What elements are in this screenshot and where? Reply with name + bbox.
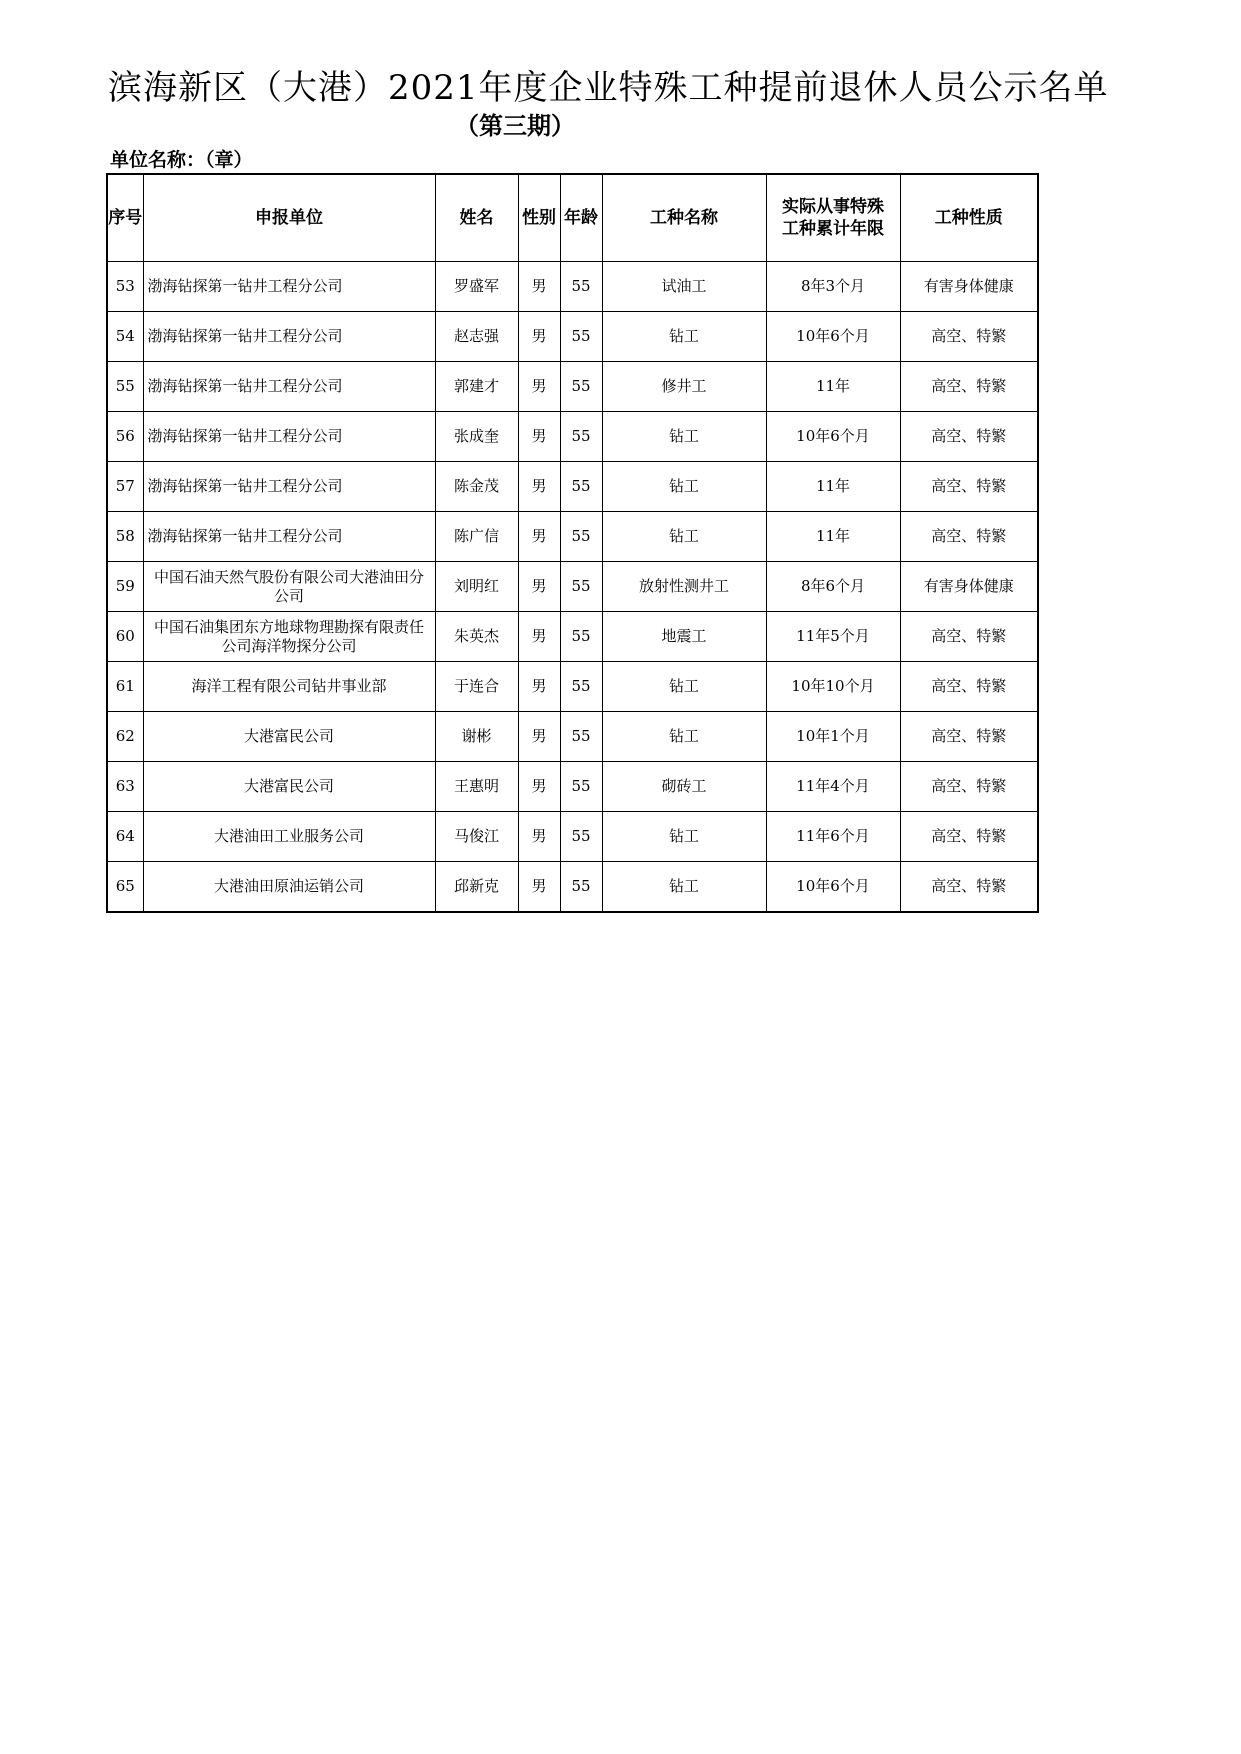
cell-index: 64 [107, 812, 143, 862]
cell-name: 陈广信 [435, 512, 518, 562]
cell-years: 10年1个月 [766, 712, 900, 762]
cell-unit: 中国石油集团东方地球物理勘探有限责任公司海洋物探分公司 [143, 612, 435, 662]
cell-unit: 渤海钻探第一钻井工程分公司 [143, 262, 435, 312]
table-row [107, 462, 1038, 512]
cell-age: 55 [560, 562, 602, 612]
table-row [107, 362, 1038, 412]
cell-job-nature: 高空、特繁 [900, 462, 1038, 512]
cell-job-nature: 高空、特繁 [900, 762, 1038, 812]
cell-index: 60 [107, 612, 143, 662]
header-index: 序号 [107, 174, 143, 262]
cell-job-type: 钻工 [602, 512, 766, 562]
cell-gender: 男 [518, 262, 560, 312]
cell-name: 罗盛军 [435, 262, 518, 312]
cell-gender: 男 [518, 562, 560, 612]
cell-unit: 渤海钻探第一钻井工程分公司 [143, 462, 435, 512]
cell-gender: 男 [518, 462, 560, 512]
cell-age: 55 [560, 512, 602, 562]
cell-job-nature: 高空、特繁 [900, 662, 1038, 712]
table-row [107, 662, 1038, 712]
cell-years: 8年6个月 [766, 562, 900, 612]
cell-gender: 男 [518, 662, 560, 712]
cell-gender: 男 [518, 512, 560, 562]
cell-years: 11年 [766, 362, 900, 412]
cell-job-type: 钻工 [602, 312, 766, 362]
header-job-nature: 工种性质 [900, 174, 1038, 262]
cell-job-type: 地震工 [602, 612, 766, 662]
cell-age: 55 [560, 762, 602, 812]
cell-age: 55 [560, 662, 602, 712]
cell-job-type: 钻工 [602, 462, 766, 512]
cell-gender: 男 [518, 712, 560, 762]
cell-name: 于连合 [435, 662, 518, 712]
cell-age: 55 [560, 312, 602, 362]
cell-job-nature: 高空、特繁 [900, 612, 1038, 662]
cell-name: 郭建才 [435, 362, 518, 412]
cell-index: 55 [107, 362, 143, 412]
cell-years: 11年4个月 [766, 762, 900, 812]
cell-job-type: 放射性测井工 [602, 562, 766, 612]
document-title: 滨海新区（大港）2021年度企业特殊工种提前退休人员公示名单 [108, 68, 1109, 108]
header-name: 姓名 [435, 174, 518, 262]
cell-job-type: 钻工 [602, 812, 766, 862]
cell-name: 赵志强 [435, 312, 518, 362]
cell-years: 11年 [766, 512, 900, 562]
cell-years: 10年6个月 [766, 862, 900, 913]
cell-name: 谢彬 [435, 712, 518, 762]
cell-name: 刘明红 [435, 562, 518, 612]
cell-age: 55 [560, 262, 602, 312]
cell-index: 57 [107, 462, 143, 512]
table-row [107, 612, 1038, 662]
table-row [107, 762, 1038, 812]
table-row [107, 412, 1038, 462]
cell-gender: 男 [518, 812, 560, 862]
cell-age: 55 [560, 412, 602, 462]
cell-years: 10年6个月 [766, 312, 900, 362]
cell-index: 58 [107, 512, 143, 562]
cell-gender: 男 [518, 412, 560, 462]
header-job-type: 工种名称 [602, 174, 766, 262]
cell-unit: 大港富民公司 [143, 712, 435, 762]
cell-job-nature: 高空、特繁 [900, 412, 1038, 462]
cell-index: 56 [107, 412, 143, 462]
cell-job-type: 钻工 [602, 712, 766, 762]
cell-job-type: 试油工 [602, 262, 766, 312]
cell-gender: 男 [518, 612, 560, 662]
header-years: 实际从事特殊工种累计年限 [766, 174, 900, 262]
cell-index: 61 [107, 662, 143, 712]
cell-unit: 渤海钻探第一钻井工程分公司 [143, 312, 435, 362]
cell-job-nature: 有害身体健康 [900, 262, 1038, 312]
header-unit: 申报单位 [143, 174, 435, 262]
table-row [107, 312, 1038, 362]
cell-index: 53 [107, 262, 143, 312]
cell-job-nature: 高空、特繁 [900, 712, 1038, 762]
cell-age: 55 [560, 612, 602, 662]
cell-job-type: 钻工 [602, 412, 766, 462]
cell-job-type: 修井工 [602, 362, 766, 412]
table-row [107, 712, 1038, 762]
cell-index: 65 [107, 862, 143, 913]
header-gender: 性别 [518, 174, 560, 262]
cell-index: 62 [107, 712, 143, 762]
table-row [107, 262, 1038, 312]
cell-years: 11年5个月 [766, 612, 900, 662]
cell-years: 11年6个月 [766, 812, 900, 862]
cell-age: 55 [560, 812, 602, 862]
table-row [107, 812, 1038, 862]
cell-job-type: 钻工 [602, 662, 766, 712]
cell-years: 11年 [766, 462, 900, 512]
retirement-roster-table [106, 173, 1039, 913]
cell-unit: 海洋工程有限公司钻井事业部 [143, 662, 435, 712]
cell-age: 55 [560, 462, 602, 512]
cell-unit: 渤海钻探第一钻井工程分公司 [143, 362, 435, 412]
document-subtitle: （第三期） [455, 112, 575, 140]
cell-job-nature: 高空、特繁 [900, 362, 1038, 412]
cell-unit: 大港油田工业服务公司 [143, 812, 435, 862]
cell-unit: 中国石油天然气股份有限公司大港油田分公司 [143, 562, 435, 612]
cell-age: 55 [560, 362, 602, 412]
cell-name: 陈金茂 [435, 462, 518, 512]
cell-years: 10年10个月 [766, 662, 900, 712]
table-row [107, 562, 1038, 612]
header-age: 年龄 [560, 174, 602, 262]
cell-name: 马俊江 [435, 812, 518, 862]
cell-job-nature: 高空、特繁 [900, 312, 1038, 362]
cell-job-nature: 高空、特繁 [900, 512, 1038, 562]
cell-job-type: 钻工 [602, 862, 766, 913]
cell-gender: 男 [518, 862, 560, 913]
cell-age: 55 [560, 712, 602, 762]
cell-age: 55 [560, 862, 602, 913]
cell-name: 朱英杰 [435, 612, 518, 662]
cell-name: 邱新克 [435, 862, 518, 913]
cell-job-nature: 有害身体健康 [900, 562, 1038, 612]
table-header-row [107, 174, 1038, 262]
unit-name-label: 单位名称：（章） [110, 149, 253, 171]
cell-index: 54 [107, 312, 143, 362]
cell-years: 8年3个月 [766, 262, 900, 312]
cell-index: 63 [107, 762, 143, 812]
cell-gender: 男 [518, 312, 560, 362]
table-body [107, 262, 1038, 913]
cell-years: 10年6个月 [766, 412, 900, 462]
cell-job-type: 砌砖工 [602, 762, 766, 812]
cell-unit: 渤海钻探第一钻井工程分公司 [143, 512, 435, 562]
cell-unit: 渤海钻探第一钻井工程分公司 [143, 412, 435, 462]
table-row [107, 862, 1038, 913]
table-row [107, 512, 1038, 562]
cell-gender: 男 [518, 762, 560, 812]
cell-name: 张成奎 [435, 412, 518, 462]
cell-unit: 大港富民公司 [143, 762, 435, 812]
cell-job-nature: 高空、特繁 [900, 862, 1038, 913]
cell-index: 59 [107, 562, 143, 612]
cell-job-nature: 高空、特繁 [900, 812, 1038, 862]
cell-unit: 大港油田原油运销公司 [143, 862, 435, 913]
cell-name: 王惠明 [435, 762, 518, 812]
cell-gender: 男 [518, 362, 560, 412]
